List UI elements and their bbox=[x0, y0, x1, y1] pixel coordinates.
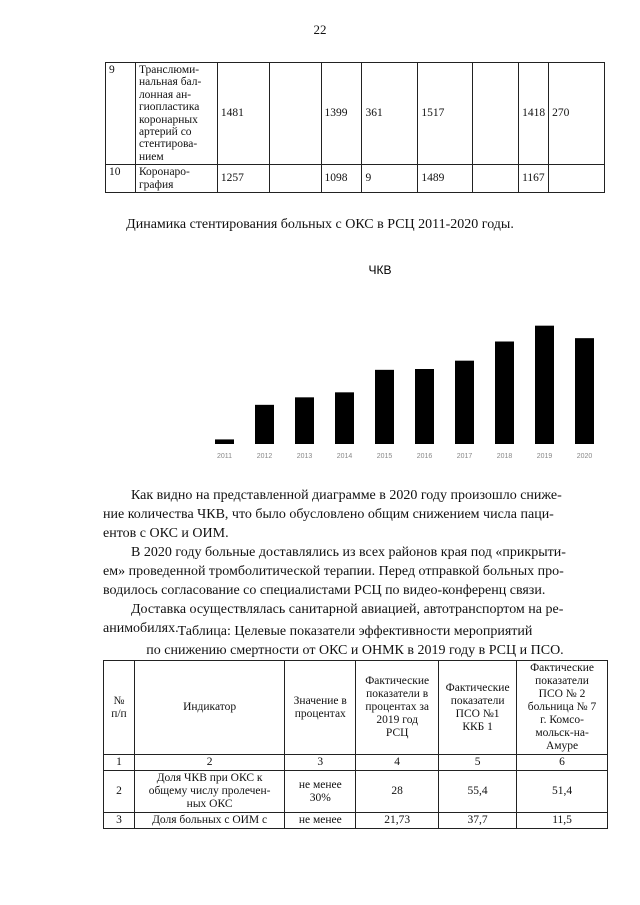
paragraph-2: В 2020 году больные доставлялись из всех районов края под «прикрыти- ем» проведенной тромболитической терапии. Перед отправкой больных про- водилось согласование со специалистами РСЦ по видео-конференц связи. bbox=[103, 545, 566, 598]
cell-value: 1167 bbox=[519, 165, 549, 193]
column-index: 3 bbox=[285, 755, 356, 771]
indicator-name: Доля больных с ОИМ с bbox=[134, 813, 284, 829]
x-tick-label: 2016 bbox=[416, 453, 433, 460]
chart-title: ЧКВ bbox=[368, 263, 392, 277]
bar-2015 bbox=[375, 370, 394, 444]
cell-value: 3 bbox=[104, 813, 135, 829]
cell-value bbox=[473, 165, 519, 193]
table-row bbox=[104, 771, 608, 813]
row-number: 9 bbox=[106, 63, 136, 165]
table2-caption-line1: Таблица: Целевые показатели эффективности мероприятий bbox=[177, 624, 533, 639]
indicator-name: Доля ЧКВ при ОКС к общему числу пролечен- ных ОКС bbox=[134, 771, 284, 813]
x-tick-label: 2018 bbox=[496, 453, 513, 460]
table2-caption-line2: по снижению смертности от ОКС и ОНМК в 2019 году в РСЦ и ПСО. bbox=[146, 643, 564, 658]
cell-value: 1418 bbox=[519, 63, 549, 165]
cell-value: 1257 bbox=[217, 165, 269, 193]
index-row bbox=[104, 755, 608, 771]
cell-value: 270 bbox=[549, 63, 605, 165]
bar-2019 bbox=[535, 326, 554, 444]
bar-2014 bbox=[335, 392, 354, 444]
table-row bbox=[106, 63, 605, 165]
x-tick-label: 2013 bbox=[296, 453, 313, 460]
page-number: 22 bbox=[313, 22, 327, 37]
column-index: 1 bbox=[104, 755, 135, 771]
x-tick-label: 2017 bbox=[456, 453, 473, 460]
pci-bar-chart bbox=[170, 258, 593, 473]
column-header: № п/п bbox=[104, 661, 135, 755]
column-header: Фактические показатели ПСО №1 ККБ 1 bbox=[439, 661, 517, 755]
cell-value bbox=[269, 165, 321, 193]
cell-value: 1098 bbox=[321, 165, 362, 193]
column-header: Фактические показатели ПСО № 2 больница № 7 г. Комсо- мольск-на- Амуре bbox=[517, 661, 608, 755]
column-header: Индикатор bbox=[134, 661, 284, 755]
paragraph-1: Как видно на представленной диаграмме в 2020 году произошло сниже- ние количества ЧКВ, что было обусловлено общим снижением числа паци- ентов с ОКС и ОИМ. bbox=[103, 488, 562, 541]
chart-caption: Динамика стентирования больных с ОКС в РСЦ 2011-2020 годы. bbox=[126, 217, 514, 232]
cell-value: 1489 bbox=[418, 165, 473, 193]
cell-value bbox=[269, 63, 321, 165]
column-index: 4 bbox=[356, 755, 439, 771]
column-header: Значение в процентах bbox=[285, 661, 356, 755]
bar-2020 bbox=[575, 338, 594, 444]
x-tick-label: 2019 bbox=[536, 453, 553, 460]
cell-value: 37,7 bbox=[439, 813, 517, 829]
cell-value: не менее 30% bbox=[285, 771, 356, 813]
paragraph-3: Доставка осуществлялась санитарной авиацией, автотранспортом на ре- анимобилях. bbox=[103, 602, 564, 636]
x-tick-label: 2015 bbox=[376, 453, 393, 460]
cell-value: 1399 bbox=[321, 63, 362, 165]
cell-value: 1481 bbox=[217, 63, 269, 165]
cell-value: 11,5 bbox=[517, 813, 608, 829]
column-header: Фактические показатели в процентах за 2019 год РСЦ bbox=[356, 661, 439, 755]
cell-value: 51,4 bbox=[517, 771, 608, 813]
cell-value: 55,4 bbox=[439, 771, 517, 813]
table-row bbox=[106, 165, 605, 193]
bar-2013 bbox=[295, 397, 314, 444]
procedure-name: Транслюми- нальная бал- лонная ан- гиопластика коронарных артерий со стентирова- нием bbox=[135, 63, 217, 165]
cell-value: 28 bbox=[356, 771, 439, 813]
column-index: 5 bbox=[439, 755, 517, 771]
bar-2011 bbox=[215, 439, 234, 444]
cell-value: 1517 bbox=[418, 63, 473, 165]
cell-value: 361 bbox=[362, 63, 418, 165]
x-tick-label: 2014 bbox=[336, 453, 353, 460]
procedure-name: Коронаро- графия bbox=[135, 165, 217, 193]
bar-2018 bbox=[495, 342, 514, 445]
bar-2016 bbox=[415, 369, 434, 444]
bar-2012 bbox=[255, 405, 274, 444]
cell-value: 2 bbox=[104, 771, 135, 813]
procedures-table bbox=[105, 62, 605, 193]
x-tick-label: 2012 bbox=[256, 453, 273, 460]
cell-value: не менее bbox=[285, 813, 356, 829]
column-index: 6 bbox=[517, 755, 608, 771]
bar-2017 bbox=[455, 361, 474, 444]
cell-value: 21,73 bbox=[356, 813, 439, 829]
cell-value bbox=[549, 165, 605, 193]
row-number: 10 bbox=[106, 165, 136, 193]
indicators-table bbox=[103, 660, 608, 829]
cell-value bbox=[473, 63, 519, 165]
x-tick-label: 2020 bbox=[576, 453, 593, 460]
x-tick-label: 2011 bbox=[216, 453, 233, 460]
table-row bbox=[104, 813, 608, 829]
cell-value: 9 bbox=[362, 165, 418, 193]
column-index: 2 bbox=[134, 755, 284, 771]
